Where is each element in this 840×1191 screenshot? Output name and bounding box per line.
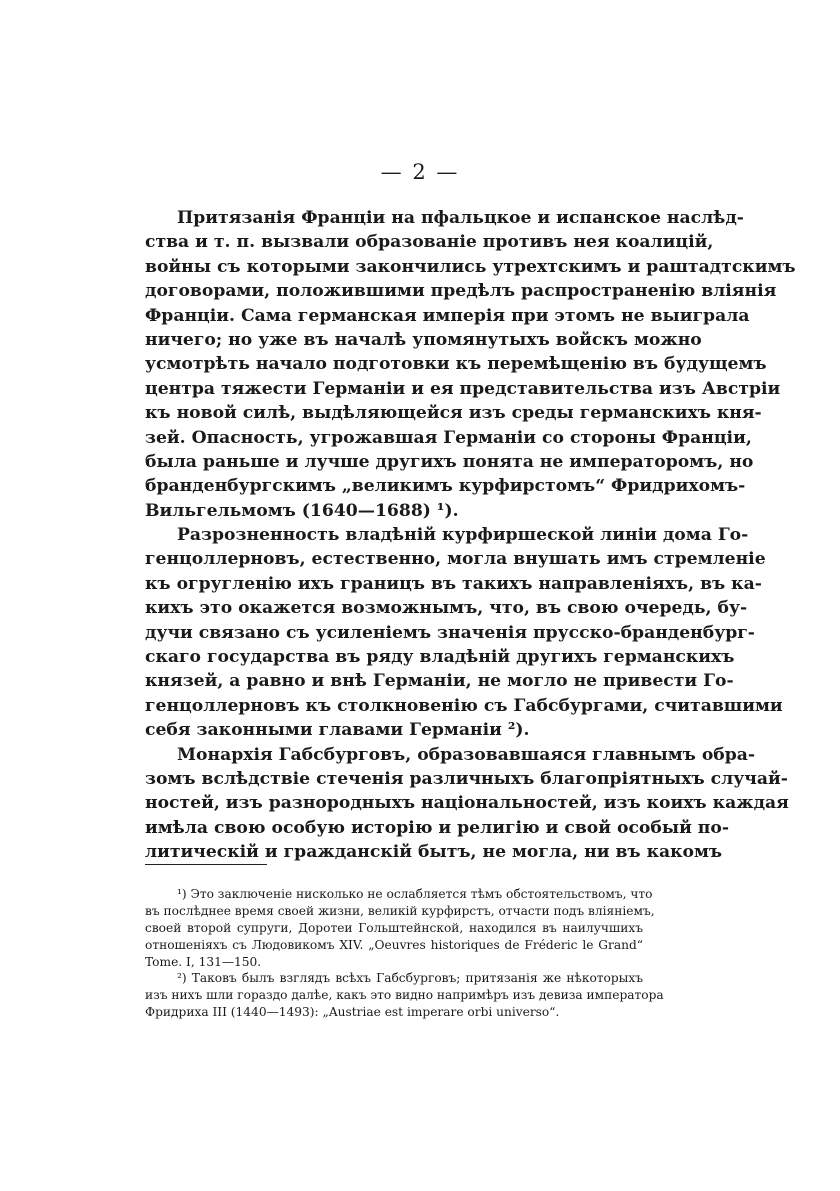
footnote-line: Tome. I, 131—150. bbox=[145, 954, 262, 969]
text-line: войны съ которыми закончились утрехтскимъ и раштадтскимъ bbox=[145, 256, 796, 277]
page-number: — 2 — bbox=[380, 160, 460, 184]
main-text bbox=[145, 206, 796, 865]
text-line: бранденбургскимъ „великимъ курфирстомъ“ Фридрихомъ- bbox=[145, 476, 746, 497]
footnote-line: въ послѣднее время своей жизни, великій курфирстъ, отчасти подъ вліяніемъ, bbox=[145, 903, 655, 918]
footnote-divider bbox=[145, 864, 267, 865]
text-line: ностей, изъ разнородныхъ національностей, изъ коихъ каждая bbox=[145, 793, 789, 814]
text-line: зей. Опасность, угрожавшая Германіи со стороны Франціи, bbox=[145, 427, 752, 448]
text-line: генцоллерновъ, естественно, могла внушать имъ стремленіе bbox=[145, 549, 766, 570]
text-line: Монархія Габсбурговъ, образовавшаяся главнымъ обра- bbox=[177, 744, 756, 765]
paragraph bbox=[145, 206, 796, 523]
footnote bbox=[145, 886, 655, 970]
text-line: была раньше и лучше другихъ понята не императоромъ, но bbox=[145, 451, 754, 472]
text-line: къ огругленію ихъ границъ въ такихъ направленіяхъ, въ ка- bbox=[145, 573, 762, 594]
text-line: генцоллерновъ къ столкновенію съ Габсбургами, считавшими bbox=[145, 695, 783, 716]
footnote-line: ¹) Это заключеніе нисколько не ослабляется тѣмъ обстоятельствомъ, что bbox=[177, 887, 653, 901]
paragraph bbox=[145, 743, 789, 865]
text-line: князей, а равно и внѣ Германіи, не могло не привести Го- bbox=[145, 671, 734, 692]
text-line: имѣла свою особую исторію и религію и свой особый по- bbox=[145, 817, 729, 838]
footnote-line: Фридриха III (1440—1493): „Austriae est imperare orbi universo“. bbox=[145, 1005, 560, 1020]
footnote-line: отношеніяхъ съ Людовикомъ XIV. „Oeuvres historiques de Fréderic le Grand“ bbox=[145, 937, 643, 952]
text-line: договорами, положившими предѣлъ распространенію вліянія bbox=[145, 281, 777, 302]
text-line: зомъ вслѣдствіе стеченія различныхъ благопріятныхъ случай- bbox=[145, 768, 788, 789]
paragraph bbox=[145, 523, 783, 743]
footnote-line: ²) Таковъ былъ взглядъ всѣхъ Габсбурговъ; притязанія же нѣкоторыхъ bbox=[177, 971, 643, 986]
footnote bbox=[145, 970, 664, 1021]
text-line: усмотрѣть начало подготовки къ перемѣщенію въ будущемъ bbox=[145, 354, 767, 375]
text-line: ничего; но уже въ началѣ упомянутыхъ войскъ можно bbox=[145, 329, 702, 350]
text-line: къ новой силѣ, выдѣляющейся изъ среды германскихъ кня- bbox=[145, 403, 762, 424]
text-line: Франціи. Сама германская имперія при этомъ не выиграла bbox=[145, 305, 750, 326]
text-line: Разрозненность владѣній курфиршеской линіи дома Го- bbox=[177, 525, 749, 546]
text-line: ства и т. п. вызвали образованіе противъ нея коалицій, bbox=[145, 232, 714, 253]
text-line: себя законными главами Германіи ²). bbox=[145, 720, 530, 741]
footnote-line: своей второй супруги, Доротеи Гольштейнской, находился въ наилучшихъ bbox=[145, 920, 643, 935]
text-line: литическій и гражданскій бытъ, не могла, ни въ какомъ bbox=[145, 842, 723, 863]
text-line: дучи связано съ усиленіемъ значенія прусско-бранденбург- bbox=[145, 622, 755, 643]
text-line: Притязанія Франціи на пфальцкое и испанское наслѣд- bbox=[177, 208, 744, 228]
text-line: центра тяжести Германіи и ея представительства изъ Австріи bbox=[145, 378, 781, 399]
footnotes bbox=[145, 886, 664, 1021]
text-line: кихъ это окажется возможнымъ, что, въ свою очередь, бу- bbox=[145, 598, 748, 619]
text-line: скаго государства въ ряду владѣній другихъ германскихъ bbox=[145, 647, 735, 668]
footnote-line: изъ нихъ шли гораздо далѣе, какъ это видно напримѣръ изъ девиза императора bbox=[145, 988, 664, 1003]
text-line: Вильгельмомъ (1640—1688) ¹). bbox=[145, 500, 459, 521]
